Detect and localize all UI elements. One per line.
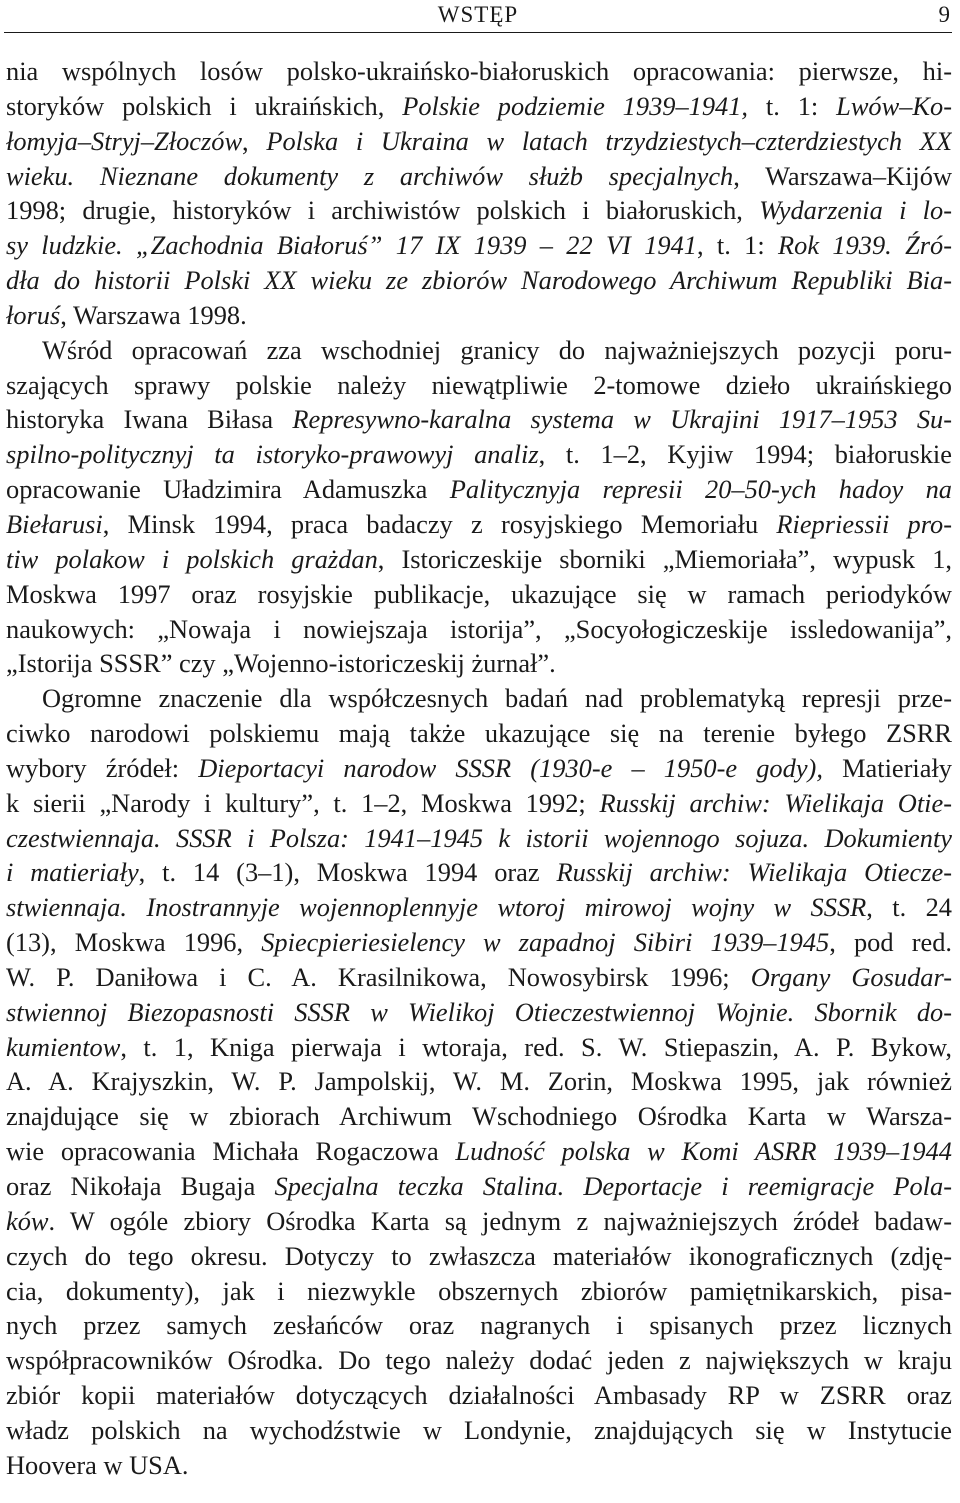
text-line — [6, 1239, 952, 1274]
text-line — [6, 1064, 952, 1099]
italic-text: ków — [6, 1205, 49, 1236]
text-line — [6, 1448, 952, 1483]
text-segment: „Istorija SSSR” czy „Wojenno-istoriczeskij żurnał”. — [6, 648, 556, 679]
text-line — [6, 1204, 952, 1239]
running-header — [4, 0, 952, 33]
text-segment: , Minsk 1994, praca badaczy z rosyjskiego Memoriału — [102, 508, 777, 539]
text-line — [6, 298, 952, 333]
text-segment: Hoovera w USA. — [6, 1449, 189, 1480]
text-segment: szających sprawy polskie należy niewątpliwie 2-tomowe dzieło ukraińskiego — [6, 369, 952, 400]
italic-text: Palitycznyja represii 20–50-ych hadoy na — [449, 474, 952, 505]
italic-text: kumientow — [6, 1031, 121, 1062]
text-segment: , Warszawa–Kijów — [733, 160, 952, 191]
text-segment: władz polskich na wychodźstwie w Londynie, znajdujących się w Instytucie — [6, 1414, 952, 1445]
text-line — [6, 1274, 952, 1309]
text-segment: , Warszawa 1998. — [60, 299, 247, 330]
text-segment: Wśród opracowań zza wschodniej granicy do najważniejszych pozycji poru- — [42, 334, 952, 365]
text-line — [6, 368, 952, 403]
text-line — [6, 1308, 952, 1343]
text-segment: , Istoriczeskije sborniki „Miemoriała”, wypusk 1, — [377, 543, 952, 574]
text-line — [6, 542, 952, 577]
text-segment: ciwko narodowi polskiemu mają także ukazujące się na terenie byłego ZSRR — [6, 718, 952, 749]
text-segment: , t. 1: — [697, 230, 779, 261]
text-line — [6, 1343, 952, 1378]
italic-text: Specjalna teczka Stalina. Deportacje i reemigracje Pola- — [274, 1171, 952, 1201]
text-segment: A. A. Krajyszkin, W. P. Jampolskij, W. M. Zorin, Moskwa 1995, jak również — [6, 1066, 952, 1097]
text-line — [6, 263, 952, 298]
text-line — [6, 124, 952, 159]
text-line — [6, 821, 952, 856]
text-segment: Moskwa 1997 oraz rosyjskie publikacje, ukazujące się w ramach periodyków — [6, 578, 952, 609]
italic-text: Dieportacyi narodow SSSR (1930-e – 1950-e gody), — [198, 752, 823, 783]
text-line — [6, 681, 952, 716]
text-segment: , pod red. — [829, 927, 952, 958]
text-segment: naukowych: „Nowaja i nowiejszaja istorija”, „Socyołogiczeskije issledowanija”, — [6, 613, 952, 644]
italic-text: Rok 1939. Źró- — [778, 230, 952, 261]
text-line — [6, 716, 952, 751]
text-segment: wybory źródeł: — [6, 752, 199, 783]
text-segment: oraz Nikołaja Bugaja — [6, 1171, 275, 1201]
italic-text: Riepriessii pro- — [776, 508, 952, 539]
italic-text: tiw polakow i polskich grażdan — [6, 543, 378, 574]
text-line — [6, 855, 952, 890]
chapter-title: WSTĘP — [437, 2, 519, 27]
text-line — [6, 751, 952, 786]
text-segment: k sierii „Narody i kultury”, t. 1–2, Moskwa 1992; — [6, 787, 600, 818]
text-segment: (13), Moskwa 1996, — [6, 927, 262, 958]
text-line — [6, 786, 952, 821]
text-line — [6, 507, 952, 542]
text-segment: , — [242, 125, 267, 156]
text-line — [6, 925, 952, 960]
text-segment: nych przez samych zesłańców oraz nagranych i spisanych przez licznych — [6, 1310, 952, 1341]
italic-text: stwiennoj Biezopasnosti SSSR w Wielikoj Otieczestwiennoj Wojnie. Sbornik do- — [6, 996, 952, 1027]
text-segment: , t. 1–2, Kyjiw 1994; białoruskie — [538, 439, 952, 470]
text-segment: . W ogóle zbiory Ośrodka Karta są jednym z najważniejszych źródeł badaw- — [48, 1205, 952, 1236]
text-line — [6, 1378, 952, 1413]
italic-text: Wydarzenia i lo- — [759, 195, 952, 226]
text-segment: t. 1: — [765, 90, 837, 121]
italic-text: Polska i Ukraina w latach trzydziestych–czterdziestych XX — [266, 125, 952, 156]
italic-text: Polskie podziemie 1939–1941, — [402, 90, 766, 121]
text-segment: W. P. Daniłowa i C. A. Krasilnikowa, Nowosybirsk 1996; — [6, 961, 751, 992]
text-segment: Ogromne znaczenie dla współczesnych badań nad problematyką represji prze- — [42, 683, 952, 714]
text-segment: czych do tego okresu. Dotyczy to zwłaszcza materiałów ikonograficznych (zdję- — [6, 1240, 952, 1271]
text-line — [6, 333, 952, 368]
text-line — [6, 437, 952, 472]
text-segment: opracowanie Uładzimira Adamuszka — [6, 474, 450, 505]
italic-text: czestwiennaja. SSSR i Polsza: 1941–1945 k istorii wojennogo sojuza. Dokumienty — [6, 822, 952, 853]
italic-text: Russkij archiw: Wielikaja Otiecze- — [556, 857, 952, 888]
italic-text: Organy Gosudar- — [750, 961, 952, 992]
body-text — [6, 54, 952, 1483]
text-segment: , t. 14 (3–1), Moskwa 1994 oraz — [138, 857, 557, 888]
text-segment: zbiór kopii materiałów dotyczących działalności Ambasady RP w ZSRR oraz — [6, 1380, 952, 1411]
text-line — [6, 1134, 952, 1169]
text-segment: storyków polskich i ukraińskich, — [6, 90, 403, 121]
text-line — [6, 228, 952, 263]
text-line — [6, 995, 952, 1030]
text-segment: , t. 1, Kniga pierwaja i wtoraja, red. S. W. Stiepaszin, A. P. Bykow, — [120, 1031, 952, 1062]
text-segment: historyka Iwana Biłasa — [6, 404, 293, 435]
text-segment: 1998; drugie, historyków i archiwistów polskich i białoruskich, — [6, 195, 760, 226]
text-line — [6, 646, 952, 681]
italic-text: łomyja–Stryj–Złoczów — [6, 125, 243, 156]
text-segment: wie opracowania Michała Rogaczowa — [6, 1136, 456, 1167]
text-segment: nia wspólnych losów polsko-ukraińsko-białoruskich opracowania: pierwsze, hi- — [6, 56, 952, 86]
page-number: 9 — [938, 2, 950, 27]
italic-text: Spiecpieriesielency w zapadnoj Sibiri 1939–1945 — [261, 927, 830, 958]
text-line — [6, 472, 952, 507]
text-line — [6, 1169, 952, 1204]
italic-text: sy ludzkie. „Zachodnia Białoruś” 17 IX 1939 – 22 VI 1941 — [6, 230, 698, 261]
text-line — [6, 1099, 952, 1134]
italic-text: Represywno-karalna systema w Ukrajini 1917–1953 Su- — [292, 404, 952, 435]
text-line — [6, 960, 952, 995]
italic-text: łoruś — [6, 299, 61, 330]
text-segment: , t. 24 — [866, 892, 952, 923]
text-segment: cia, dokumenty), jak i niezwykle obszernych zbiorów pamiętnikarskich, pisa- — [6, 1275, 952, 1306]
text-line — [6, 1030, 952, 1065]
text-segment: znajdujące się w zbiorach Archiwum Wschodniego Ośrodka Karta w Warsza- — [6, 1101, 952, 1132]
italic-text: i matieriały — [6, 857, 139, 888]
italic-text: Ludność polska w Komi ASRR 1939–1944 — [455, 1136, 952, 1167]
text-segment: współpracowników Ośrodka. Do tego należy dodać jeden z największych w kraju — [6, 1345, 952, 1376]
italic-text: stwiennaja. Inostrannyje wojennoplennyje wtoroj mirowoj wojny w SSSR — [6, 892, 867, 923]
italic-text: wieku. Nieznane dokumenty z archiwów służb specjalnych — [6, 160, 734, 191]
text-line — [6, 402, 952, 437]
text-line — [6, 1413, 952, 1448]
italic-text: spilno-politycznyj ta istoryko-prawowyj analiz — [6, 439, 539, 470]
text-line — [6, 159, 952, 194]
italic-text: Biełarusi — [6, 508, 103, 539]
italic-text: Russkij archiw: Wielikaja Otie- — [599, 787, 952, 818]
italic-text: Lwów–Ko- — [836, 90, 952, 121]
text-line — [6, 890, 952, 925]
text-line — [6, 577, 952, 612]
text-line — [6, 54, 952, 89]
text-line — [6, 89, 952, 124]
italic-text: dła do historii Polski XX wieku ze zbiorów Narodowego Archiwum Republiki Bia- — [6, 265, 952, 296]
text-segment: Matieriały — [822, 752, 952, 783]
text-line — [6, 193, 952, 228]
text-line — [6, 612, 952, 647]
